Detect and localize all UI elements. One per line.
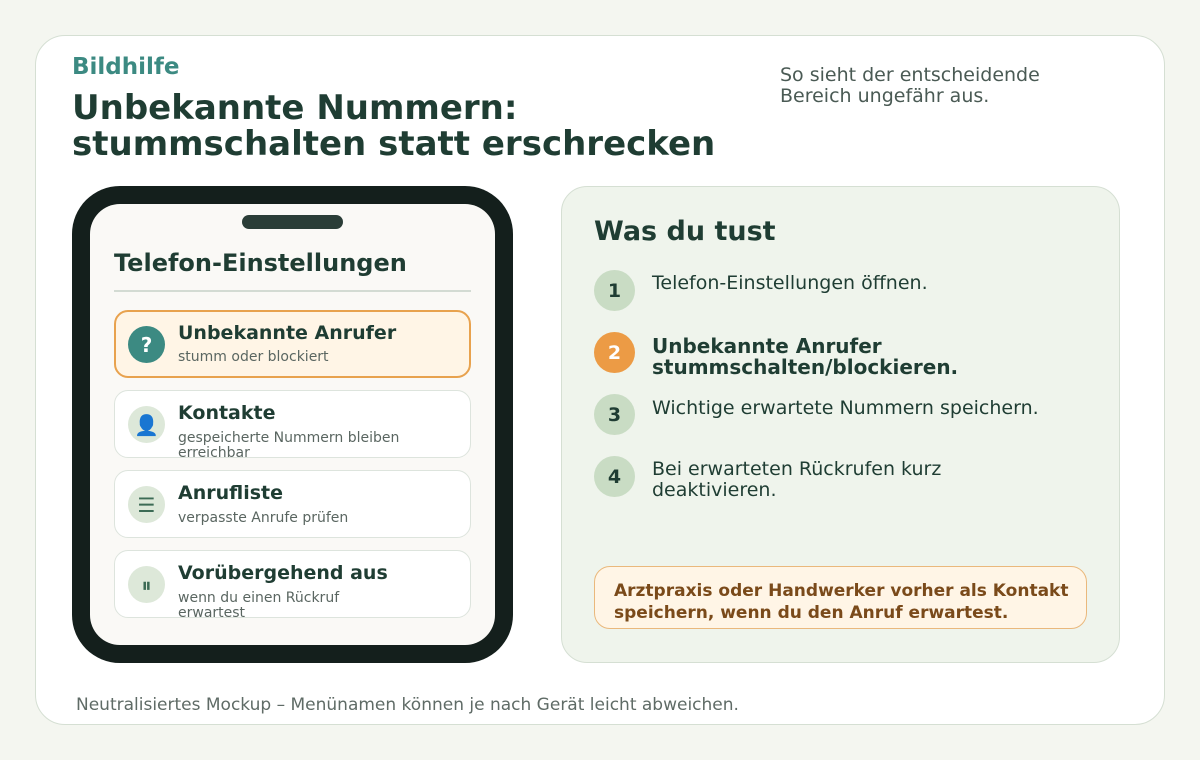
settings-divider [114, 290, 471, 292]
menu-item-title: Kontakte [178, 402, 276, 424]
menu-item-call-log[interactable] [114, 470, 471, 538]
menu-item-title: Anrufliste [178, 482, 284, 504]
footer-note: Neutralisiertes Mockup – Menünamen können je nach Gerät leicht abweichen. [76, 695, 739, 715]
step-number: 4 [594, 456, 635, 497]
step-text: Wichtige erwartete Nummern speichern. [652, 397, 1039, 419]
menu-item-subtitle: stumm oder blockiert [178, 349, 329, 365]
menu-item-unknown-callers[interactable] [114, 310, 471, 378]
step-text-current: Unbekannte Anrufer stummschalten/blockieren. [652, 334, 959, 379]
menu-item-title: Vorübergehend aus [178, 562, 388, 584]
step-text: Bei erwarteten Rückrufen kurz deaktivieren. [652, 458, 942, 501]
question-icon: ? [128, 326, 165, 363]
list-icon: ☰ [128, 486, 165, 523]
menu-item-contacts[interactable] [114, 390, 471, 461]
tip-text: Arztpraxis oder Handwerker vorher als Kontakt speichern, wenn du den Anruf erwartest. [614, 581, 1069, 623]
steps-title: Was du tust [594, 216, 776, 247]
menu-item-subtitle: gespeicherte Nummern bleiben erreichbar [178, 430, 400, 461]
step-text: Telefon-Einstellungen öffnen. [652, 272, 928, 294]
settings-title: Telefon-Einstellungen [114, 249, 407, 277]
eyebrow-label: Bildhilfe [72, 54, 180, 80]
page-subtitle: So sieht der entscheidende Bereich ungefähr aus. [780, 64, 1040, 107]
step-number: 3 [594, 394, 635, 435]
step-number: 1 [594, 270, 635, 311]
menu-item-subtitle: verpasste Anrufe prüfen [178, 510, 349, 526]
menu-item-title: Unbekannte Anrufer [178, 322, 397, 344]
step-number-current: 2 [594, 332, 635, 373]
page-title: Unbekannte Nummern: stummschalten statt erschrecken [72, 88, 716, 164]
pause-icon: ⏸ [128, 566, 165, 603]
contact-icon: 👤 [128, 406, 165, 443]
menu-item-temporarily-off[interactable] [114, 550, 471, 621]
menu-item-subtitle: wenn du einen Rückruf erwartest [178, 590, 340, 621]
phone-notch [242, 215, 343, 229]
